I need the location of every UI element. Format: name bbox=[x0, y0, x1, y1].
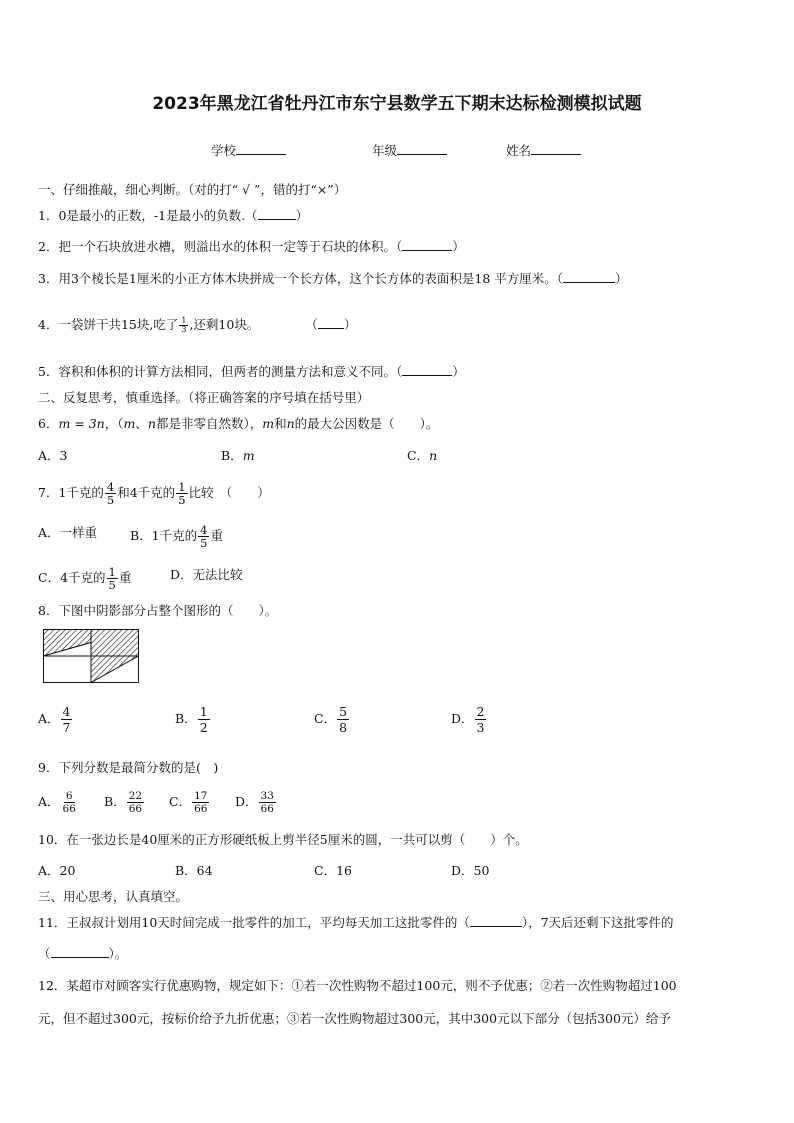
question-7: 7．1千克的 $\frac{4}{5}$ 和4千克的 $\frac{1}{5}$ 比较 （ ） bbox=[38, 480, 270, 507]
question-5: 5．容积和体积的计算方法相同，但两者的测量方法和意义不同。（ ） bbox=[38, 364, 465, 379]
name-blank[interactable] bbox=[531, 142, 581, 155]
q7-option-a[interactable]: A．一样重 bbox=[38, 525, 98, 540]
name-field bbox=[506, 141, 581, 159]
question-2: 2．把一个石块放进水槽，则溢出水的体积一定等于石块的体积。（ ） bbox=[38, 239, 465, 254]
q10-option-d[interactable]: D．50 bbox=[451, 863, 490, 878]
q7-option-b[interactable]: B．1千克的 $\frac{4}{5}$ 重 bbox=[130, 523, 223, 550]
q10-option-b[interactable]: B．64 bbox=[175, 863, 213, 878]
q7-option-d[interactable]: D．无法比较 bbox=[170, 567, 243, 582]
question-11: 11．王叔叔计划用10天时间完成一批零件的加工，平均每天加工这批零件的（ ），7天后还剩下这批零件的 bbox=[38, 915, 674, 930]
q9-option-b[interactable]: B． $\frac{22}{66}$ bbox=[104, 790, 143, 815]
q8-option-b[interactable]: B． $\frac{1}{2}$ bbox=[175, 704, 208, 735]
fraction: $\frac{4}{5}$ bbox=[106, 480, 115, 507]
answer-blank-2[interactable] bbox=[402, 238, 452, 251]
question-12-cont: 元，但不超过300元，按标价给予九折优惠；③若一次性购物超过300元，其中300元以下部分（包括300元）给予 bbox=[38, 1011, 671, 1026]
question-6: 6．m = 3n，（m、n都是非零自然数），m和n的最大公因数是（ ）。 bbox=[38, 416, 439, 431]
q6-option-a[interactable]: A．3 bbox=[38, 448, 68, 463]
grade-label: 年级 bbox=[372, 143, 398, 158]
answer-blank-3[interactable] bbox=[563, 270, 615, 283]
answer-blank-1[interactable] bbox=[258, 207, 296, 220]
answer-blank-5[interactable] bbox=[402, 363, 452, 376]
q6-option-c[interactable]: C．n bbox=[407, 448, 438, 463]
grade-blank[interactable] bbox=[397, 142, 447, 155]
answer-blank-4[interactable] bbox=[318, 316, 344, 329]
answer-blank-11b[interactable] bbox=[51, 945, 109, 958]
fraction: $\frac{1}{5}$ bbox=[108, 565, 116, 592]
question-9: 9．下列分数是最简分数的是( ) bbox=[38, 760, 219, 775]
q8-option-a[interactable]: A． $\frac{4}{7}$ bbox=[38, 704, 71, 735]
question-11-cont: （ ）。 bbox=[38, 946, 128, 961]
question-1: 1．0是最小的正数，-1是最小的负数.（ ） bbox=[38, 208, 309, 223]
question-12: 12．某超市对顾客实行优惠购物，规定如下：①若一次性购物不超过100元，则不予优惠；②若一次性购物超过100 bbox=[38, 978, 677, 993]
section-1-heading: 一、仔细推敲，细心判断。（对的打“ √ ”，错的打“×”） bbox=[38, 182, 347, 197]
shaded-figure bbox=[43, 629, 139, 683]
question-10: 10．在一张边长是40厘米的正方形硬纸板上剪半径5厘米的圆，一共可以剪（ ）个。 bbox=[38, 832, 528, 847]
school-field bbox=[211, 141, 286, 159]
q6-option-b[interactable]: B．m bbox=[221, 448, 255, 463]
q10-option-c[interactable]: C．16 bbox=[314, 863, 352, 878]
fraction: $\frac{1}{3}$ bbox=[181, 316, 187, 334]
fraction: $\frac{1}{5}$ bbox=[178, 480, 186, 507]
q9-option-c[interactable]: C． $\frac{17}{66}$ bbox=[169, 790, 208, 815]
grade-field bbox=[372, 141, 447, 159]
question-8: 8．下图中阴影部分占整个图形的（ ）。 bbox=[38, 603, 278, 618]
q8-option-d[interactable]: D． $\frac{2}{3}$ bbox=[451, 704, 485, 735]
section-2-heading: 二、反复思考，慎重选择。（将正确答案的序号填在括号里） bbox=[38, 390, 370, 405]
school-label: 学校 bbox=[211, 143, 237, 158]
q9-option-a[interactable]: A． $\frac{6}{66}$ bbox=[38, 790, 76, 815]
fraction: $\frac{4}{5}$ bbox=[200, 523, 208, 550]
shaded-region-top-right bbox=[91, 630, 139, 657]
answer-blank-11a[interactable] bbox=[470, 914, 522, 927]
q8-option-c[interactable]: C． $\frac{5}{8}$ bbox=[314, 704, 348, 735]
name-label: 姓名 bbox=[506, 143, 532, 158]
q10-option-a[interactable]: A．20 bbox=[38, 863, 76, 878]
school-blank[interactable] bbox=[236, 142, 286, 155]
question-3: 3．用3个棱长是1厘米的小正方体木块拼成一个长方体，这个长方体的表面积是18 平方厘米。（ ） bbox=[38, 271, 628, 286]
q7-option-c[interactable]: C．4千克的 $\frac{1}{5}$ 重 bbox=[38, 565, 132, 592]
section-3-heading: 三、用心思考，认真填空。 bbox=[38, 889, 189, 904]
page-title: 2023年黑龙江省牡丹江市东宁县数学五下期末达标检测模拟试题 bbox=[152, 94, 642, 114]
question-4: 4．一袋饼干共15块,吃了 $\frac{1}{3}$ ,还剩10块。 （ ） bbox=[38, 316, 357, 334]
q9-option-d[interactable]: D． $\frac{33}{66}$ bbox=[235, 790, 274, 815]
